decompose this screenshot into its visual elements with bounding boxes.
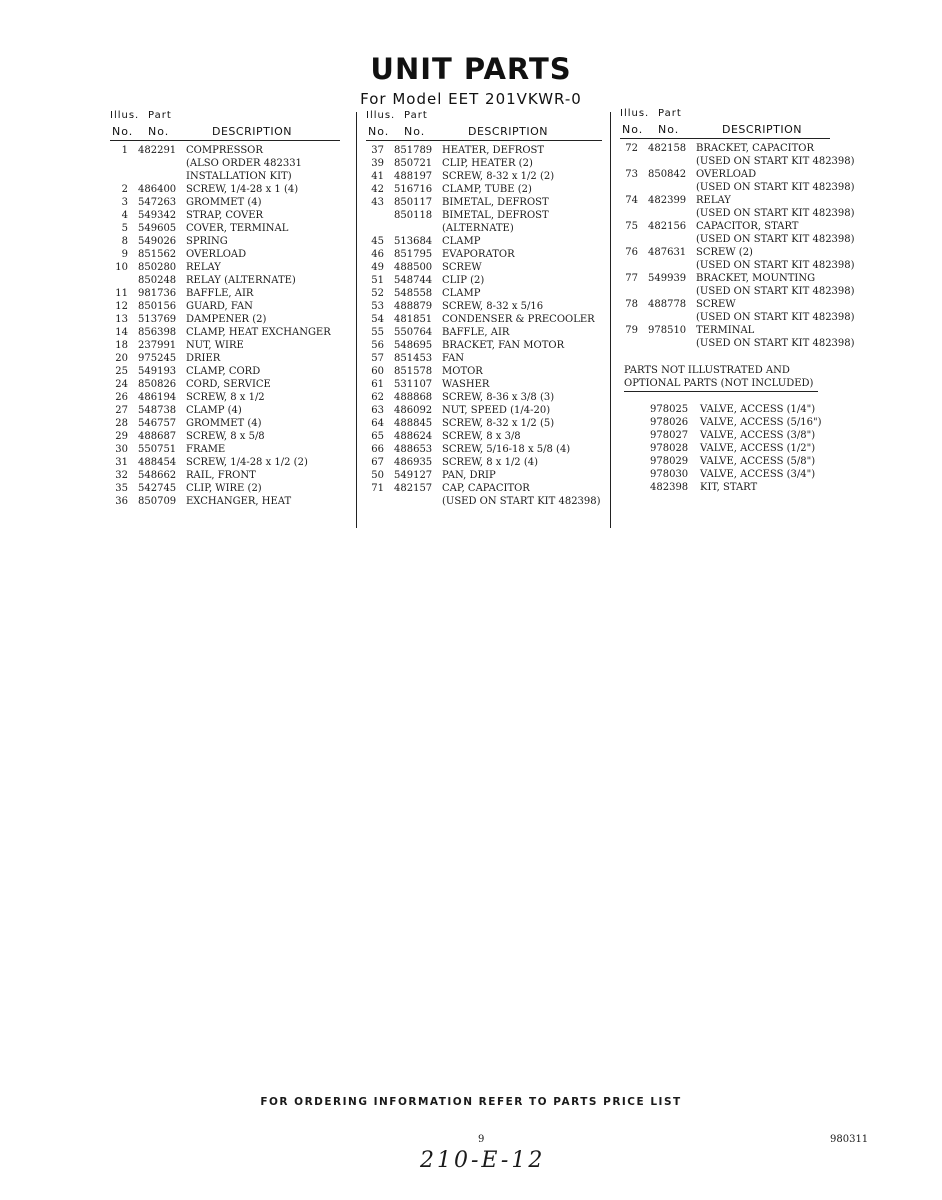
- header-part: Part: [148, 110, 172, 121]
- part-description: MOTOR: [442, 366, 483, 377]
- part-description: FAN: [442, 353, 465, 364]
- part-description: VALVE, ACCESS (1/2"): [700, 443, 816, 454]
- illus-number: 26: [115, 392, 128, 403]
- header-part: Part: [658, 108, 682, 119]
- part-number: 549342: [138, 210, 177, 221]
- illus-number: 76: [625, 247, 638, 258]
- part-description: CLAMP, CORD: [186, 366, 261, 377]
- illus-number: 60: [371, 366, 384, 377]
- part-number: 482158: [648, 143, 687, 154]
- illus-number: 61: [371, 379, 384, 390]
- column-divider: [356, 112, 357, 528]
- part-description: (USED ON START KIT 482398): [696, 234, 855, 245]
- header-no2: No.: [658, 123, 680, 136]
- page-title: UNIT PARTS: [370, 52, 572, 86]
- part-number: 850721: [394, 158, 433, 169]
- illus-number: 66: [371, 444, 384, 455]
- part-number: 486194: [138, 392, 177, 403]
- part-description: NUT, SPEED (1/4-20): [442, 405, 551, 416]
- illus-number: 39: [371, 158, 384, 169]
- header-rule: [110, 140, 340, 141]
- part-description: BIMETAL, DEFROST: [442, 197, 549, 208]
- part-description: SCREW, 1/4-28 x 1/2 (2): [186, 457, 308, 468]
- part-description: SCREW: [442, 262, 482, 273]
- part-description: VALVE, ACCESS (3/8"): [700, 430, 816, 441]
- part-number: 547263: [138, 197, 177, 208]
- part-description: SCREW, 8-32 x 1/2 (2): [442, 171, 555, 182]
- part-description: GROMMET (4): [186, 197, 262, 208]
- illus-number: 37: [371, 145, 384, 156]
- part-description: (USED ON START KIT 482398): [696, 286, 855, 297]
- illus-number: 75: [625, 221, 638, 232]
- part-description: SCREW, 8 x 5/8: [186, 431, 265, 442]
- illus-number: 36: [115, 496, 128, 507]
- part-description: EVAPORATOR: [442, 249, 515, 260]
- header-no2: No.: [404, 125, 426, 138]
- optional-part-row: [624, 403, 818, 416]
- illus-number: 52: [371, 288, 384, 299]
- part-description: SCREW: [696, 299, 736, 310]
- part-description: SCREW, 8-32 x 1/2 (5): [442, 418, 555, 429]
- part-number: 549193: [138, 366, 177, 377]
- part-description: OVERLOAD: [696, 169, 757, 180]
- illus-number: 35: [115, 483, 128, 494]
- part-description: RELAY: [696, 195, 731, 206]
- optional-part-row: [624, 468, 818, 481]
- part-number: 851795: [394, 249, 433, 260]
- illus-number: 74: [625, 195, 638, 206]
- part-number: 488653: [394, 444, 433, 455]
- illus-number: 64: [371, 418, 384, 429]
- part-description: SCREW, 8 x 1/2: [186, 392, 265, 403]
- illus-number: 56: [371, 340, 384, 351]
- part-number: 975245: [138, 353, 177, 364]
- part-description: CLAMP: [442, 288, 481, 299]
- part-description: COMPRESSOR: [186, 145, 263, 156]
- part-number: 482157: [394, 483, 433, 494]
- illus-number: 41: [371, 171, 384, 182]
- illus-number: 29: [115, 431, 128, 442]
- part-description: GUARD, FAN: [186, 301, 253, 312]
- part-description: (USED ON START KIT 482398): [696, 260, 855, 271]
- document-number: 980311: [830, 1134, 869, 1145]
- header-illus: Illus.: [366, 110, 396, 121]
- illus-number: 32: [115, 470, 128, 481]
- part-description: VALVE, ACCESS (5/16"): [700, 417, 822, 428]
- part-description: CLIP (2): [442, 275, 485, 286]
- part-description: SCREW, 8 x 3/8: [442, 431, 521, 442]
- illus-number: 27: [115, 405, 128, 416]
- part-description: FRAME: [186, 444, 226, 455]
- header-part: Part: [404, 110, 428, 121]
- part-number: 850280: [138, 262, 177, 273]
- part-number: 856398: [138, 327, 177, 338]
- illus-number: 13: [115, 314, 128, 325]
- header-illus: Illus.: [110, 110, 140, 121]
- part-number: 850248: [138, 275, 177, 286]
- illus-number: 72: [625, 143, 638, 154]
- illus-number: 24: [115, 379, 128, 390]
- optional-parts-section: [624, 364, 822, 494]
- illus-number: 67: [371, 457, 384, 468]
- part-number: 482398: [650, 482, 689, 493]
- optional-parts-list: [624, 403, 822, 494]
- illus-number: 12: [115, 301, 128, 312]
- part-number: 549026: [138, 236, 177, 247]
- part-number: 549605: [138, 223, 177, 234]
- header-description: DESCRIPTION: [468, 125, 548, 138]
- illus-number: 62: [371, 392, 384, 403]
- part-number: 981736: [138, 288, 177, 299]
- part-description: CLIP, HEATER (2): [442, 158, 533, 169]
- illus-number: 49: [371, 262, 384, 273]
- part-number: 851453: [394, 353, 433, 364]
- part-description: INSTALLATION KIT): [186, 171, 292, 182]
- part-description: CORD, SERVICE: [186, 379, 271, 390]
- part-description: (USED ON START KIT 482398): [696, 312, 855, 323]
- part-number: 482291: [138, 145, 177, 156]
- part-number: 850156: [138, 301, 177, 312]
- illus-number: 14: [115, 327, 128, 338]
- part-number: 548744: [394, 275, 433, 286]
- illus-number: 51: [371, 275, 384, 286]
- part-description: SCREW, 8-36 x 3/8 (3): [442, 392, 555, 403]
- part-number: 488778: [648, 299, 687, 310]
- part-number: 531107: [394, 379, 433, 390]
- part-number: 548738: [138, 405, 177, 416]
- part-number: 516716: [394, 184, 433, 195]
- part-number: 548662: [138, 470, 177, 481]
- part-description: (ALSO ORDER 482331: [186, 158, 302, 169]
- part-description: CAPACITOR, START: [696, 221, 799, 232]
- illus-number: 43: [371, 197, 384, 208]
- illus-number: 71: [371, 483, 384, 494]
- part-description: GROMMET (4): [186, 418, 262, 429]
- part-number: 978030: [650, 469, 689, 480]
- column-divider: [610, 112, 611, 528]
- part-description: DRIER: [186, 353, 221, 364]
- part-description: VALVE, ACCESS (5/8"): [700, 456, 816, 467]
- part-number: 850709: [138, 496, 177, 507]
- part-description: (USED ON START KIT 482398): [696, 156, 855, 167]
- illus-number: 45: [371, 236, 384, 247]
- part-description: VALVE, ACCESS (1/4"): [700, 404, 816, 415]
- illus-number: 65: [371, 431, 384, 442]
- part-description: (USED ON START KIT 482398): [442, 496, 601, 507]
- part-number: 851789: [394, 145, 433, 156]
- part-number: 542745: [138, 483, 177, 494]
- part-description: HEATER, DEFROST: [442, 145, 545, 156]
- part-description: (USED ON START KIT 482398): [696, 182, 855, 193]
- page-number: 9: [478, 1134, 485, 1145]
- part-number: 488624: [394, 431, 433, 442]
- illus-number: 1: [121, 145, 128, 156]
- part-number: 488845: [394, 418, 433, 429]
- illus-number: 8: [121, 236, 128, 247]
- illus-number: 79: [625, 325, 638, 336]
- part-number: 978026: [650, 417, 689, 428]
- part-description: (USED ON START KIT 482398): [696, 208, 855, 219]
- part-number: 978028: [650, 443, 689, 454]
- illus-number: 50: [371, 470, 384, 481]
- part-number: 549939: [648, 273, 687, 284]
- part-number: 488868: [394, 392, 433, 403]
- part-number: 550764: [394, 327, 433, 338]
- part-description: SCREW, 8-32 x 5/16: [442, 301, 544, 312]
- header-no2: No.: [148, 125, 170, 138]
- part-description: WASHER: [442, 379, 490, 390]
- part-number: 978027: [650, 430, 689, 441]
- part-description: BRACKET, CAPACITOR: [696, 143, 814, 154]
- part-number: 486400: [138, 184, 177, 195]
- part-description: SCREW, 1/4-28 x 1 (4): [186, 184, 299, 195]
- part-number: 486935: [394, 457, 433, 468]
- part-description: COVER, TERMINAL: [186, 223, 289, 234]
- header-no: No.: [112, 125, 134, 138]
- part-number: 546757: [138, 418, 177, 429]
- part-description: BAFFLE, AIR: [186, 288, 254, 299]
- optional-parts-heading: [624, 364, 818, 390]
- optional-part-row: [624, 442, 818, 455]
- illus-number: 63: [371, 405, 384, 416]
- illus-number: 3: [121, 197, 128, 208]
- part-description: CLIP, WIRE (2): [186, 483, 262, 494]
- illus-number: 57: [371, 353, 384, 364]
- part-number: 850118: [394, 210, 433, 221]
- part-number: 850117: [394, 197, 433, 208]
- illus-number: 31: [115, 457, 128, 468]
- part-number: 550751: [138, 444, 177, 455]
- handwritten-annotation: 210-E-12: [420, 1148, 546, 1173]
- part-number: 487631: [648, 247, 687, 258]
- part-description: SCREW (2): [696, 247, 753, 258]
- part-description: RELAY: [186, 262, 221, 273]
- illus-number: 42: [371, 184, 384, 195]
- illus-number: 4: [121, 210, 128, 221]
- part-number: 851562: [138, 249, 177, 260]
- illus-number: 18: [115, 340, 128, 351]
- part-number: 488687: [138, 431, 177, 442]
- part-description: SPRING: [186, 236, 228, 247]
- part-description: OVERLOAD: [186, 249, 247, 260]
- part-number: 237991: [138, 340, 177, 351]
- header-description: DESCRIPTION: [722, 123, 802, 136]
- illus-number: 46: [371, 249, 384, 260]
- illus-number: 5: [121, 223, 128, 234]
- part-description: KIT, START: [700, 482, 758, 493]
- part-description: CONDENSER & PRECOOLER: [442, 314, 595, 325]
- illus-number: 9: [121, 249, 128, 260]
- part-description: CLAMP (4): [186, 405, 242, 416]
- part-number: 548695: [394, 340, 433, 351]
- part-number: 482156: [648, 221, 687, 232]
- part-description: VALVE, ACCESS (3/4"): [700, 469, 816, 480]
- part-description: CLAMP: [442, 236, 481, 247]
- part-number: 513769: [138, 314, 177, 325]
- illus-number: 20: [115, 353, 128, 364]
- header-rule: [366, 140, 602, 141]
- part-description: CLAMP, HEAT EXCHANGER: [186, 327, 331, 338]
- part-number: 513684: [394, 236, 433, 247]
- part-description: BRACKET, FAN MOTOR: [442, 340, 565, 351]
- model-subtitle: For Model EET 201VKWR-0: [360, 90, 582, 108]
- optional-parts-heading-line: OPTIONAL PARTS (NOT INCLUDED): [624, 378, 814, 389]
- optional-part-row: [624, 416, 822, 429]
- part-number: 978510: [648, 325, 687, 336]
- part-description: EXCHANGER, HEAT: [186, 496, 292, 507]
- part-number: 488197: [394, 171, 433, 182]
- optional-part-row: [624, 481, 818, 494]
- optional-part-row: [624, 429, 818, 442]
- illus-number: 78: [625, 299, 638, 310]
- part-number: 978029: [650, 456, 689, 467]
- header-illus: Illus.: [620, 108, 650, 119]
- part-description: TERMINAL: [696, 325, 755, 336]
- illus-number: 53: [371, 301, 384, 312]
- part-number: 488500: [394, 262, 433, 273]
- part-description: (USED ON START KIT 482398): [696, 338, 855, 349]
- part-description: RELAY (ALTERNATE): [186, 275, 296, 286]
- part-number: 481851: [394, 314, 433, 325]
- header-rule: [620, 138, 830, 139]
- illus-number: 28: [115, 418, 128, 429]
- ordering-footer: FOR ORDERING INFORMATION REFER TO PARTS PRICE LIST: [260, 1096, 682, 1108]
- optional-part-row: [624, 455, 818, 468]
- illus-number: 10: [115, 262, 128, 273]
- illus-number: 2: [121, 184, 128, 195]
- part-description: NUT, WIRE: [186, 340, 244, 351]
- part-description: (ALTERNATE): [442, 223, 514, 234]
- part-number: 549127: [394, 470, 433, 481]
- part-number: 488454: [138, 457, 177, 468]
- part-number: 850826: [138, 379, 177, 390]
- part-description: RAIL, FRONT: [186, 470, 256, 481]
- part-number: 548558: [394, 288, 433, 299]
- part-description: BAFFLE, AIR: [442, 327, 510, 338]
- part-number: 482399: [648, 195, 687, 206]
- part-description: SCREW, 5/16-18 x 5/8 (4): [442, 444, 571, 455]
- part-description: CLAMP, TUBE (2): [442, 184, 532, 195]
- illus-number: 30: [115, 444, 128, 455]
- illus-number: 54: [371, 314, 384, 325]
- optional-parts-heading-line: PARTS NOT ILLUSTRATED AND: [624, 365, 790, 376]
- part-number: 978025: [650, 404, 689, 415]
- part-number: 850842: [648, 169, 687, 180]
- illus-number: 73: [625, 169, 638, 180]
- part-description: SCREW, 8 x 1/2 (4): [442, 457, 539, 468]
- illus-number: 77: [625, 273, 638, 284]
- part-description: DAMPENER (2): [186, 314, 267, 325]
- illus-number: 25: [115, 366, 128, 377]
- part-description: BIMETAL, DEFROST: [442, 210, 549, 221]
- part-number: 851578: [394, 366, 433, 377]
- part-description: PAN, DRIP: [442, 470, 496, 481]
- part-description: BRACKET, MOUNTING: [696, 273, 816, 284]
- header-description: DESCRIPTION: [212, 125, 292, 138]
- part-number: 488879: [394, 301, 433, 312]
- optional-parts-rule: [624, 391, 818, 392]
- part-description: CAP, CAPACITOR: [442, 483, 530, 494]
- header-no: No.: [622, 123, 644, 136]
- illus-number: 55: [371, 327, 384, 338]
- header-no: No.: [368, 125, 390, 138]
- illus-number: 11: [115, 288, 128, 299]
- part-description: STRAP, COVER: [186, 210, 264, 221]
- part-number: 486092: [394, 405, 433, 416]
